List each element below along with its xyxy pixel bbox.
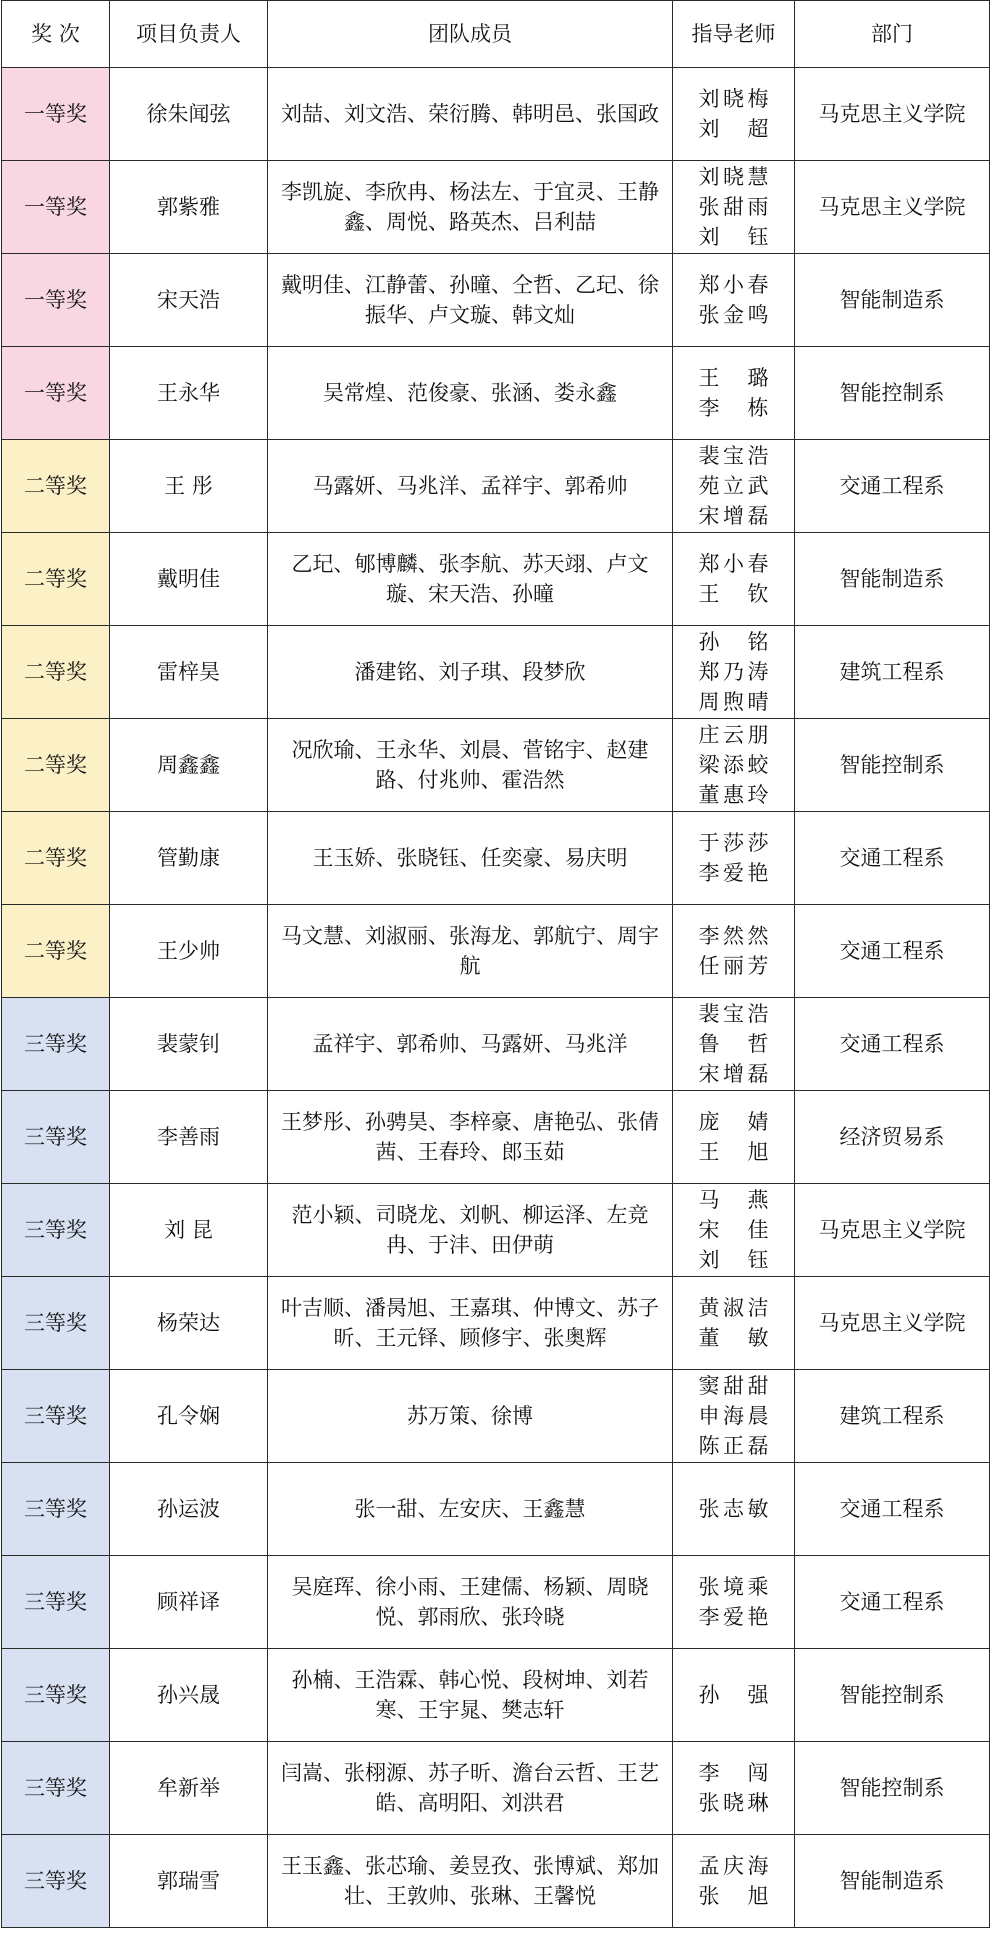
table-row: [2, 254, 990, 347]
award-cell: 三等奖: [2, 1091, 110, 1184]
advisors-cell: [673, 626, 795, 719]
advisor-name: 宋增磊: [698, 1062, 769, 1086]
award-cell: 二等奖: [2, 626, 110, 719]
advisor-name: 刘 超: [698, 117, 769, 141]
advisor-name: 梁添蛟: [698, 753, 769, 777]
department-cell: 智能控制系: [795, 347, 990, 440]
advisor-name: 裴宝浩: [698, 444, 769, 468]
award-cell: 三等奖: [2, 1277, 110, 1370]
table-row: [2, 1370, 990, 1463]
members-cell: 范小颖、司晓龙、刘帆、柳运泽、左竞冉、于沣、田伊萌: [268, 1184, 673, 1277]
department-cell: 马克思主义学院: [795, 1277, 990, 1370]
advisors-cell: [673, 905, 795, 998]
award-cell: 一等奖: [2, 347, 110, 440]
department-cell: 智能控制系: [795, 719, 990, 812]
advisor-name: 孟庆海: [698, 1854, 769, 1878]
advisor-name: 张志敏: [698, 1497, 769, 1521]
advisors-cell: [673, 812, 795, 905]
table-row: [2, 812, 990, 905]
table-row: [2, 161, 990, 254]
award-cell: 一等奖: [2, 68, 110, 161]
award-cell: 三等奖: [2, 1463, 110, 1556]
advisor-name: 窦甜甜: [698, 1374, 769, 1398]
members-cell: 孟祥宇、郭希帅、马露妍、马兆洋: [268, 998, 673, 1091]
department-cell: 马克思主义学院: [795, 161, 990, 254]
leader-cell: 徐朱闻弦: [110, 68, 268, 161]
leader-cell: 李善雨: [110, 1091, 268, 1184]
table-row: [2, 68, 990, 161]
table-row: [2, 1463, 990, 1556]
department-cell: 智能制造系: [795, 1835, 990, 1928]
leader-cell: 刘 昆: [110, 1184, 268, 1277]
advisor-name: 裴宝浩: [698, 1002, 769, 1026]
advisors-cell: [673, 1556, 795, 1649]
leader-cell: 杨荣达: [110, 1277, 268, 1370]
advisor-name: 宋 佳: [698, 1218, 769, 1242]
members-cell: 张一甜、左安庆、王鑫慧: [268, 1463, 673, 1556]
department-cell: 建筑工程系: [795, 626, 990, 719]
members-cell: 孙楠、王浩霖、韩心悦、段树坤、刘若寒、王宇晁、樊志轩: [268, 1649, 673, 1742]
table-row: [2, 533, 990, 626]
department-cell: 交通工程系: [795, 440, 990, 533]
advisors-cell: [673, 347, 795, 440]
leader-cell: 郭瑞雪: [110, 1835, 268, 1928]
advisor-name: 孙 铭: [698, 630, 769, 654]
department-cell: 交通工程系: [795, 812, 990, 905]
members-cell: 吴庭珲、徐小雨、王建儒、杨颖、周晓悦、郭雨欣、张玲晓: [268, 1556, 673, 1649]
department-cell: 经济贸易系: [795, 1091, 990, 1184]
table-row: [2, 1184, 990, 1277]
advisor-name: 刘晓梅: [698, 87, 769, 111]
advisors-cell: [673, 1184, 795, 1277]
department-cell: 智能控制系: [795, 1649, 990, 1742]
department-cell: 马克思主义学院: [795, 68, 990, 161]
leader-cell: 宋天浩: [110, 254, 268, 347]
members-cell: 吴常煌、范俊豪、张涵、娄永鑫: [268, 347, 673, 440]
department-cell: 马克思主义学院: [795, 1184, 990, 1277]
table-header: [2, 1, 990, 68]
department-cell: 智能制造系: [795, 533, 990, 626]
advisors-cell: [673, 1277, 795, 1370]
table-row: [2, 1835, 990, 1928]
members-cell: 马露妍、马兆洋、孟祥宇、郭希帅: [268, 440, 673, 533]
advisors-cell: [673, 1463, 795, 1556]
members-cell: 潘建铭、刘子琪、段梦欣: [268, 626, 673, 719]
members-cell: 况欣瑜、王永华、刘晨、菅铭宇、赵建路、付兆帅、霍浩然: [268, 719, 673, 812]
members-cell: 叶吉顺、潘昺旭、王嘉琪、仲博文、苏子昕、王元铎、顾修宇、张奥辉: [268, 1277, 673, 1370]
advisors-cell: [673, 68, 795, 161]
award-cell: 三等奖: [2, 1649, 110, 1742]
leader-cell: 周鑫鑫: [110, 719, 268, 812]
leader-cell: 郭紫雅: [110, 161, 268, 254]
advisor-name: 张甜雨: [698, 195, 769, 219]
table-row: [2, 440, 990, 533]
members-cell: 李凯旋、李欣冉、杨法左、于宜灵、王静鑫、周悦、路英杰、吕利喆: [268, 161, 673, 254]
header-members: 团队成员: [268, 1, 673, 68]
leader-cell: 王永华: [110, 347, 268, 440]
award-cell: 三等奖: [2, 1184, 110, 1277]
advisor-name: 申海晨: [698, 1404, 769, 1428]
leader-cell: 孔令娴: [110, 1370, 268, 1463]
header-department: 部门: [795, 1, 990, 68]
header-award: 奖 次: [2, 1, 110, 68]
award-cell: 二等奖: [2, 719, 110, 812]
advisor-name: 王 璐: [698, 366, 769, 390]
leader-cell: 顾祥译: [110, 1556, 268, 1649]
advisors-cell: [673, 254, 795, 347]
leader-cell: 王 彤: [110, 440, 268, 533]
advisor-name: 周煦晴: [698, 690, 769, 714]
award-cell: 二等奖: [2, 440, 110, 533]
advisor-name: 董 敏: [698, 1326, 769, 1350]
award-cell: 二等奖: [2, 905, 110, 998]
advisor-name: 刘 钰: [698, 225, 769, 249]
advisor-name: 李然然: [698, 924, 769, 948]
advisor-name: 郑小春: [698, 552, 769, 576]
members-cell: 戴明佳、江静蕾、孙曈、仝哲、乙玘、徐振华、卢文璇、韩文灿: [268, 254, 673, 347]
members-cell: 乙玘、郇博麟、张李航、苏天翊、卢文璇、宋天浩、孙曈: [268, 533, 673, 626]
advisor-name: 郑小春: [698, 273, 769, 297]
advisor-name: 王 旭: [698, 1140, 769, 1164]
table-row: [2, 998, 990, 1091]
advisors-cell: [673, 533, 795, 626]
advisor-name: 李爱艳: [698, 1605, 769, 1629]
advisor-name: 张 旭: [698, 1884, 769, 1908]
table-body: [2, 68, 990, 1928]
leader-cell: 孙兴晟: [110, 1649, 268, 1742]
table-row: [2, 1277, 990, 1370]
award-cell: 二等奖: [2, 533, 110, 626]
advisor-name: 孙 强: [698, 1683, 769, 1707]
members-cell: 马文慧、刘淑丽、张海龙、郭航宁、周宇航: [268, 905, 673, 998]
table-row: [2, 1742, 990, 1835]
members-cell: 王玉娇、张晓钰、任奕豪、易庆明: [268, 812, 673, 905]
award-cell: 三等奖: [2, 1370, 110, 1463]
table-row: [2, 626, 990, 719]
advisors-cell: [673, 161, 795, 254]
department-cell: 交通工程系: [795, 1463, 990, 1556]
leader-cell: 孙运波: [110, 1463, 268, 1556]
advisor-name: 苑立武: [698, 474, 769, 498]
table-row: [2, 347, 990, 440]
advisors-cell: [673, 1742, 795, 1835]
advisors-cell: [673, 440, 795, 533]
department-cell: 智能制造系: [795, 254, 990, 347]
leader-cell: 管勤康: [110, 812, 268, 905]
table-row: [2, 1091, 990, 1184]
advisor-name: 张境乘: [698, 1575, 769, 1599]
advisors-cell: [673, 1091, 795, 1184]
award-cell: 三等奖: [2, 998, 110, 1091]
advisors-cell: [673, 1649, 795, 1742]
table-row: [2, 1556, 990, 1649]
advisor-name: 王 钦: [698, 582, 769, 606]
award-cell: 一等奖: [2, 161, 110, 254]
advisors-cell: [673, 1370, 795, 1463]
advisor-name: 张金鸣: [698, 303, 769, 327]
advisor-name: 李 栋: [698, 396, 769, 420]
advisor-name: 郑乃涛: [698, 660, 769, 684]
advisor-name: 鲁 哲: [698, 1032, 769, 1056]
advisor-name: 陈正磊: [698, 1434, 769, 1458]
awards-table: [1, 0, 990, 1928]
department-cell: 建筑工程系: [795, 1370, 990, 1463]
advisor-name: 刘 钰: [698, 1248, 769, 1272]
advisor-name: 刘晓慧: [698, 165, 769, 189]
members-cell: 苏万策、徐博: [268, 1370, 673, 1463]
award-cell: 二等奖: [2, 812, 110, 905]
members-cell: 王玉鑫、张芯瑜、姜昱孜、张博斌、郑加壮、王敦帅、张琳、王馨悦: [268, 1835, 673, 1928]
header-leader: 项目负责人: [110, 1, 268, 68]
department-cell: 交通工程系: [795, 1556, 990, 1649]
advisors-cell: [673, 998, 795, 1091]
members-cell: 王梦彤、孙骋昊、李梓豪、唐艳弘、张倩茜、王春玲、郎玉茹: [268, 1091, 673, 1184]
header-row: [2, 1, 990, 68]
advisor-name: 马 燕: [698, 1188, 769, 1212]
leader-cell: 牟新举: [110, 1742, 268, 1835]
department-cell: 交通工程系: [795, 998, 990, 1091]
leader-cell: 戴明佳: [110, 533, 268, 626]
award-cell: 三等奖: [2, 1742, 110, 1835]
leader-cell: 雷梓昊: [110, 626, 268, 719]
advisor-name: 李爱艳: [698, 861, 769, 885]
leader-cell: 裴蒙钊: [110, 998, 268, 1091]
members-cell: 闫嵩、张栩源、苏子昕、澹台云哲、王艺皓、高明阳、刘洪君: [268, 1742, 673, 1835]
advisor-name: 庞 婧: [698, 1110, 769, 1134]
advisor-name: 庄云朋: [698, 723, 769, 747]
header-advisors: 指导老师: [673, 1, 795, 68]
advisors-cell: [673, 1835, 795, 1928]
advisor-name: 于莎莎: [698, 831, 769, 855]
table-row: [2, 905, 990, 998]
award-cell: 三等奖: [2, 1835, 110, 1928]
table-row: [2, 719, 990, 812]
award-cell: 三等奖: [2, 1556, 110, 1649]
advisor-name: 张晓琳: [698, 1791, 769, 1815]
table-row: [2, 1649, 990, 1742]
award-cell: 一等奖: [2, 254, 110, 347]
advisor-name: 董惠玲: [698, 783, 769, 807]
advisors-cell: [673, 719, 795, 812]
advisor-name: 李 闯: [698, 1761, 769, 1785]
leader-cell: 王少帅: [110, 905, 268, 998]
department-cell: 智能控制系: [795, 1742, 990, 1835]
advisor-name: 宋增磊: [698, 504, 769, 528]
members-cell: 刘喆、刘文浩、荣衍腾、韩明邑、张国政: [268, 68, 673, 161]
department-cell: 交通工程系: [795, 905, 990, 998]
advisor-name: 任丽芳: [698, 954, 769, 978]
advisor-name: 黄淑洁: [698, 1296, 769, 1320]
